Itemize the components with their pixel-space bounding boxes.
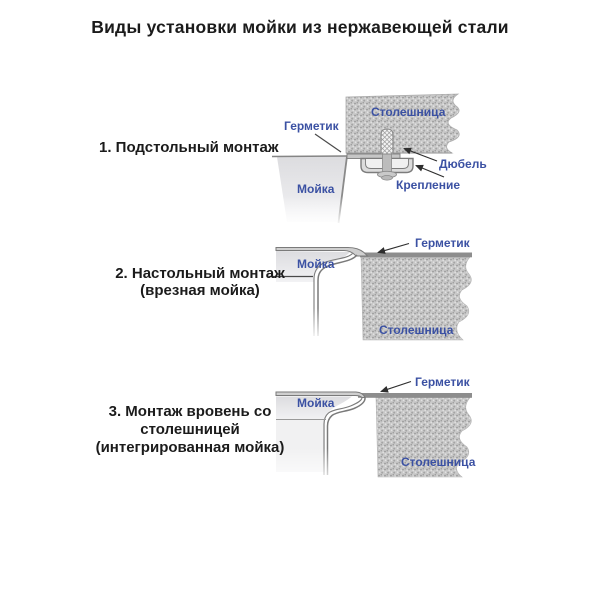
heading-line: 2. Настольный монтаж — [115, 265, 285, 282]
label-sealant-1: Герметик — [284, 119, 339, 133]
label-sink-3: Мойка — [297, 396, 335, 410]
heading-line: (интегрированная мойка) — [95, 439, 285, 456]
sink-1-fade — [274, 196, 352, 226]
label-countertop-3: Столешница — [401, 455, 476, 469]
sealant-strip-3 — [358, 393, 472, 398]
section-1-heading — [99, 139, 278, 156]
heading-line: 3. Монтаж вровень со — [108, 403, 272, 420]
label-sink-2: Мойка — [297, 257, 335, 271]
label-fastener-1: Крепление — [396, 178, 461, 192]
sealant-pointer-1 — [315, 134, 341, 152]
section-3-heading — [95, 403, 285, 457]
label-countertop-1: Столешница — [371, 105, 446, 119]
sealant-pointer-3 — [381, 382, 411, 392]
heading-line: (врезная мойка) — [140, 281, 260, 299]
label-sealant-2: Герметик — [415, 236, 470, 250]
countertop-1 — [346, 94, 459, 153]
heading-line: 1. Подстольный монтаж — [99, 139, 279, 156]
sink-2-fade — [272, 308, 350, 342]
sealant-pointer-2 — [378, 244, 409, 253]
dowel-shaft — [383, 153, 392, 172]
fastener-nut-cap — [382, 176, 393, 181]
heading-line: столешницей — [140, 421, 240, 438]
label-sink-1: Мойка — [297, 182, 335, 196]
sealant-strip-2 — [360, 253, 472, 258]
sink-1-top-line — [272, 156, 347, 157]
dowel-body — [381, 129, 393, 154]
label-dowel-1: Дюбель — [439, 157, 487, 171]
section-2-heading — [110, 266, 290, 299]
page-title: Виды установки мойки из нержавеющей стали — [91, 17, 509, 37]
label-sealant-3: Герметик — [415, 375, 470, 389]
label-countertop-2: Столешница — [379, 323, 454, 337]
